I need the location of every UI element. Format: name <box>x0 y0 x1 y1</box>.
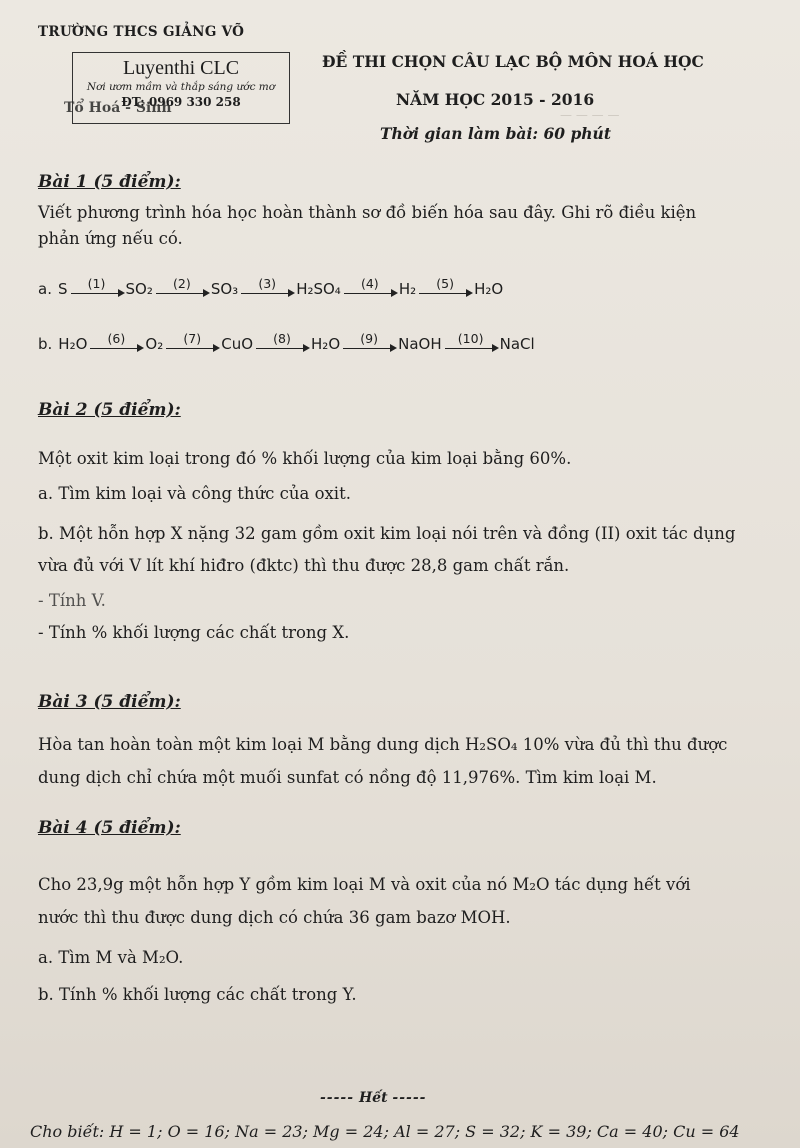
reaction-arrow <box>90 333 142 349</box>
end-marker <box>320 1090 426 1106</box>
reaction-arrow <box>241 278 293 294</box>
chain-b-species: CuO <box>221 335 254 353</box>
bai1-text: Viết phương trình hóa học hoàn thành sơ đồ biến hóa sau đây. Ghi rõ điều kiện phản ứng nếu có. <box>38 203 697 249</box>
arrow-label: (10) <box>457 331 484 346</box>
reaction-chain-a <box>38 276 504 300</box>
reaction-arrow <box>71 278 123 294</box>
bai1-heading: Bài 1 (5 điểm): <box>38 172 181 192</box>
stamp-brand: Luyenthi CLC <box>122 57 240 79</box>
end-dash-left: ----- <box>320 1090 355 1106</box>
bai2-text: Một oxit kim loại trong đó % khối lượng của kim loại bằng 60%. <box>38 449 572 468</box>
bai3-heading: Bài 3 (5 điểm): <box>38 692 181 712</box>
bai4-part-a: a. Tìm M và M₂O. <box>38 948 184 967</box>
stamp-slogan: Nơi ươm mầm và thắp sáng ước mơ <box>86 81 276 93</box>
school-name: TRƯỜNG THCS GIẢNG VÕ <box>38 24 245 40</box>
chain-a-species: H₂O <box>474 280 504 298</box>
reaction-chain-b <box>38 331 535 355</box>
bai2-part-b: b. Một hỗn hợp X nặng 32 gam gồm oxit kim loại nói trên và đồng (II) oxit tác dụng vừa đủ với V lít khí hiđro (đktc) thì thu được 28,8 gam chất rắn. <box>38 524 736 576</box>
chain-a-species: SO₃ <box>210 280 239 298</box>
bai4-heading: Bài 4 (5 điểm): <box>38 818 181 838</box>
arrow-label: (9) <box>360 331 378 346</box>
atomic-masses: Cho biết: H = 1; O = 16; Na = 23; Mg = 24; Al = 27; S = 32; K = 39; Ca = 40; Cu = 64 <box>30 1122 740 1141</box>
chain-b-species: H₂O <box>311 335 341 353</box>
bai4-part-b: b. Tính % khối lượng các chất trong Y. <box>38 985 357 1004</box>
arrow-label: (1) <box>87 276 106 291</box>
bai2-part-b2: - Tính % khối lượng các chất trong X. <box>38 623 350 642</box>
chain-b-species: NaCl <box>499 335 535 353</box>
reaction-arrow <box>445 333 497 349</box>
exam-title: ĐỀ THI CHỌN CÂU LẠC BỘ MÔN HOÁ HỌC <box>322 52 704 71</box>
chain-b-species: O₂ <box>145 335 164 353</box>
arrow-label: (2) <box>172 276 191 291</box>
arrow-label: (4) <box>360 276 379 291</box>
arrow-label: (8) <box>273 331 291 346</box>
exam-duration: Thời gian làm bài: 60 phút <box>380 124 611 143</box>
bleed-through-decoration: — — — — <box>560 108 620 122</box>
arrow-label: (6) <box>107 331 126 346</box>
reaction-arrow <box>344 278 396 294</box>
chain-a-species: H₂ <box>398 280 417 298</box>
chain-b-species: NaOH <box>398 335 442 353</box>
chain-b-label: b. <box>38 335 53 353</box>
bai3-text: Hòa tan hoàn toàn một kim loại M bằng dung dịch H₂SO₄ 10% vừa đủ thì thu được dung dịch chỉ chứa một muối sunfat có nồng độ 11,976%. Tìm kim loại M. <box>38 735 728 787</box>
bai2-heading: Bài 2 (5 điểm): <box>38 400 181 420</box>
reaction-arrow <box>166 333 218 349</box>
bai2-part-a: a. Tìm kim loại và công thức của oxit. <box>38 484 351 503</box>
school-year: NĂM HỌC 2015 - 2016 <box>396 90 595 109</box>
bai2-part-b1: - Tính V. <box>38 591 106 610</box>
arrow-label: (7) <box>183 331 202 346</box>
reaction-arrow <box>343 333 395 349</box>
reaction-arrow <box>419 278 471 294</box>
chain-a-species: SO₂ <box>125 280 153 298</box>
chain-a-label: a. <box>38 280 52 298</box>
reaction-arrow <box>256 333 308 349</box>
arrow-label: (3) <box>258 276 277 291</box>
department-name: Tổ Hoá - Sinh <box>64 100 172 116</box>
reaction-arrow <box>156 278 208 294</box>
end-dash-right: ----- <box>392 1090 427 1106</box>
stamp-phone: ĐT: 0969 330 258 <box>121 95 241 109</box>
chain-b-species: H₂O <box>58 335 88 353</box>
chain-a-species: S <box>57 280 68 298</box>
bai4-text: Cho 23,9g một hỗn hợp Y gồm kim loại M và oxit của nó M₂O tác dụng hết với nước thì thu được dung dịch có chứa 36 gam bazơ MOH. <box>38 875 691 927</box>
arrow-label: (5) <box>436 276 454 291</box>
chain-a-species: H₂SO₄ <box>296 280 341 298</box>
end-text: Hết <box>358 1090 388 1106</box>
